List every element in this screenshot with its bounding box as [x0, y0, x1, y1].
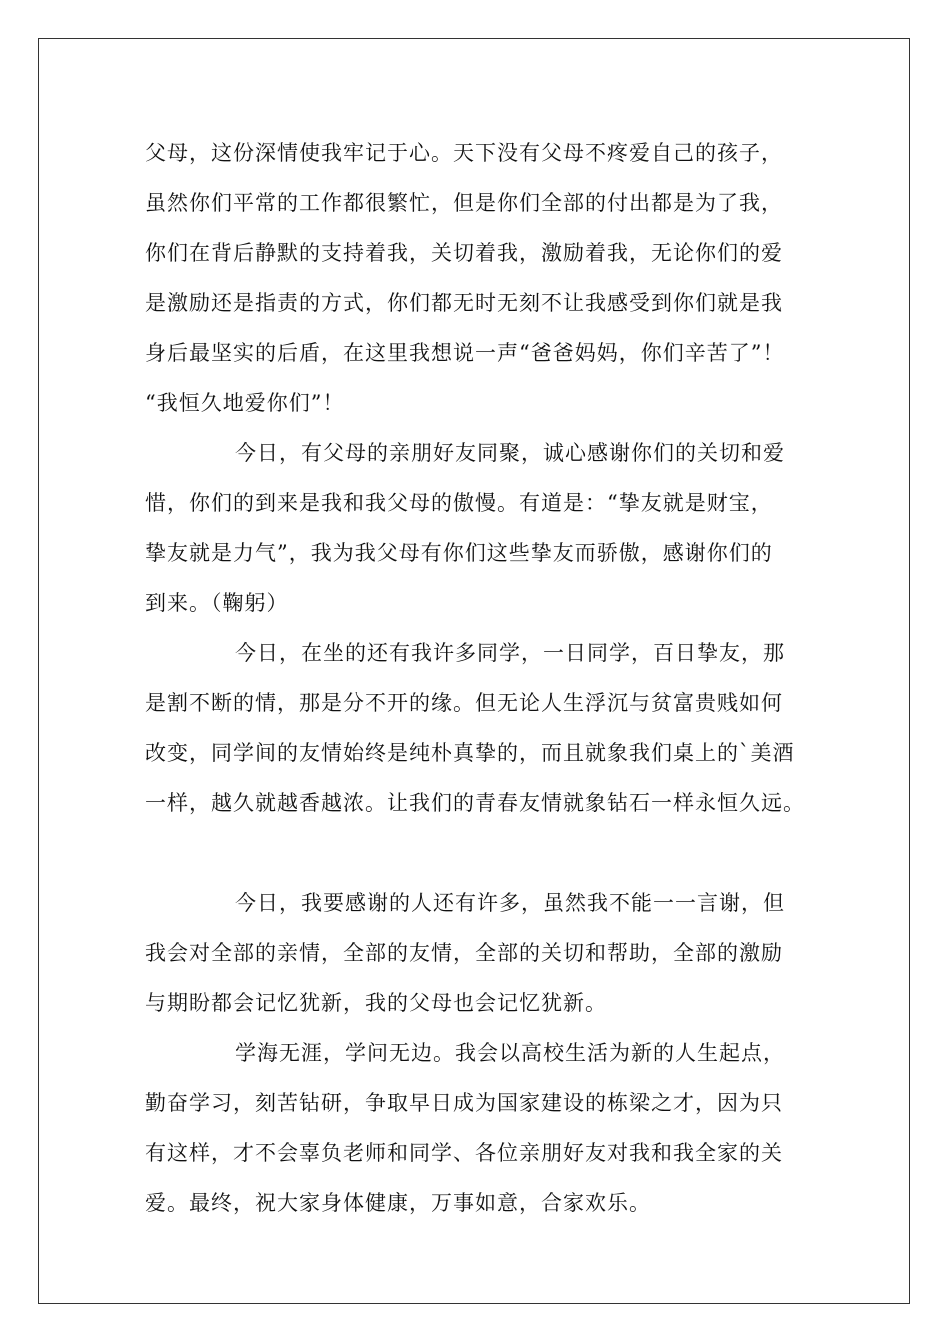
- text-line: 今日，在坐的还有我许多同学，一日同学，百日挚友，那: [235, 641, 785, 665]
- text-line: 到来。（鞠躬）: [145, 591, 289, 615]
- text-line: 勤奋学习，刻苦钻研，争取早日成为国家建设的栋梁之才，因为只: [145, 1091, 783, 1115]
- text-line: 身后最坚实的后盾，在这里我想说一声“爸爸妈妈，你们辛苦了”！: [145, 341, 785, 365]
- text-line: “我恒久地爱你们”！: [145, 391, 345, 415]
- text-line: 父母，这份深情使我牢记于心。天下没有父母不疼爱自己的孩子，: [145, 141, 783, 165]
- text-line: 今日，有父母的亲朋好友同聚，诚心感谢你们的关切和爱: [235, 441, 785, 465]
- text-line: 虽然你们平常的工作都很繁忙，但是你们全部的付出都是为了我，: [145, 191, 783, 215]
- text-line: 有这样，才不会辜负老师和同学、各位亲朋好友对我和我全家的关: [145, 1141, 783, 1165]
- text-line: 是割不断的情，那是分不开的缘。但无论人生浮沉与贫富贵贱如何: [145, 691, 783, 715]
- paragraph-5: [145, 1028, 835, 1228]
- text-line: 挚友就是力气”，我为我父母有你们这些挚友而骄傲，感谢你们的: [145, 541, 773, 565]
- blank-line: [145, 828, 835, 878]
- text-line: 今日，我要感谢的人还有许多，虽然我不能一一言谢，但: [235, 891, 785, 915]
- text-line: 爱。最终，祝大家身体健康，万事如意，合家欢乐。: [145, 1191, 651, 1215]
- paragraph-1: [145, 128, 835, 428]
- text-line: 惜，你们的到来是我和我父母的傲慢。有道是：“挚友就是财宝，: [145, 491, 773, 515]
- document-body: [145, 128, 835, 1228]
- text-line: 我会对全部的亲情，全部的友情，全部的关切和帮助，全部的激励: [145, 941, 783, 965]
- text-line: 你们在背后静默的支持着我，关切着我，激励着我，无论你们的爱: [145, 241, 783, 265]
- text-line: 学海无涯，学问无边。我会以高校生活为新的人生起点，: [235, 1041, 785, 1065]
- text-line: 一样，越久就越香越浓。让我们的青春友情就象钻石一样永恒久远。: [145, 791, 805, 815]
- paragraph-2: [145, 428, 835, 628]
- text-line: 改变，同学间的友情始终是纯朴真挚的，而且就象我们桌上的`美酒: [145, 741, 795, 765]
- text-line: 是激励还是指责的方式，你们都无时无刻不让我感受到你们就是我: [145, 291, 783, 315]
- text-line: 与期盼都会记忆犹新，我的父母也会记忆犹新。: [145, 991, 607, 1015]
- paragraph-3: [145, 628, 835, 828]
- paragraph-4: [145, 878, 835, 1028]
